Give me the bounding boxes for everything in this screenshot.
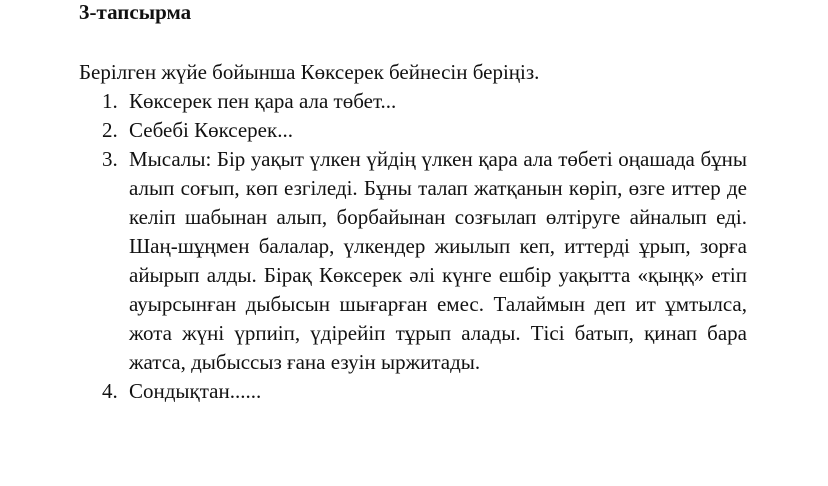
list-item-number: 4.	[102, 379, 118, 403]
list-item	[79, 145, 747, 377]
list-item-text: Себебі Көксерек...	[129, 118, 293, 142]
list-item-text: Мысалы: Бір уақыт үлкен үйдің үлкен қара ала төбеті оңашада бұны алып соғып, көп езгіледі. Бұны талап жатқанын көріп, өзге иттер де келіп шабынан алып, борбайынан созғылап өлтіруге айналып еді. Шаң-шұңмен балалар, үлкендер жиылып кеп, иттерді ұрып, зорға айырып алды. Бірақ Көксерек әлі күнге ешбір уақытта «қыңқ» етіп ауырсынған дыбысын шығарған емес. Талаймын деп ит ұмтылса, жота жүні үрпиіп, үдірейіп тұрып алады. Тісі батып, қинап бара жатса, дыбыссыз ғана езуін ыржитады.	[129, 147, 747, 374]
list-item-number: 2.	[102, 118, 118, 142]
list-item	[79, 87, 747, 116]
list-item-text: Көксерек пен қара ала төбет...	[129, 89, 397, 113]
list-item-text: Сондықтан......	[129, 379, 262, 403]
assignment-instruction: Берілген жүйе бойынша Көксерек бейнесін беріңіз.	[79, 60, 540, 84]
answer-outline-list	[79, 87, 747, 406]
assignment-heading: 3-тапсырма	[79, 0, 192, 24]
list-item-number: 1.	[102, 89, 118, 113]
list-item	[79, 116, 747, 145]
list-item-number: 3.	[102, 147, 118, 171]
list-item	[79, 377, 747, 406]
